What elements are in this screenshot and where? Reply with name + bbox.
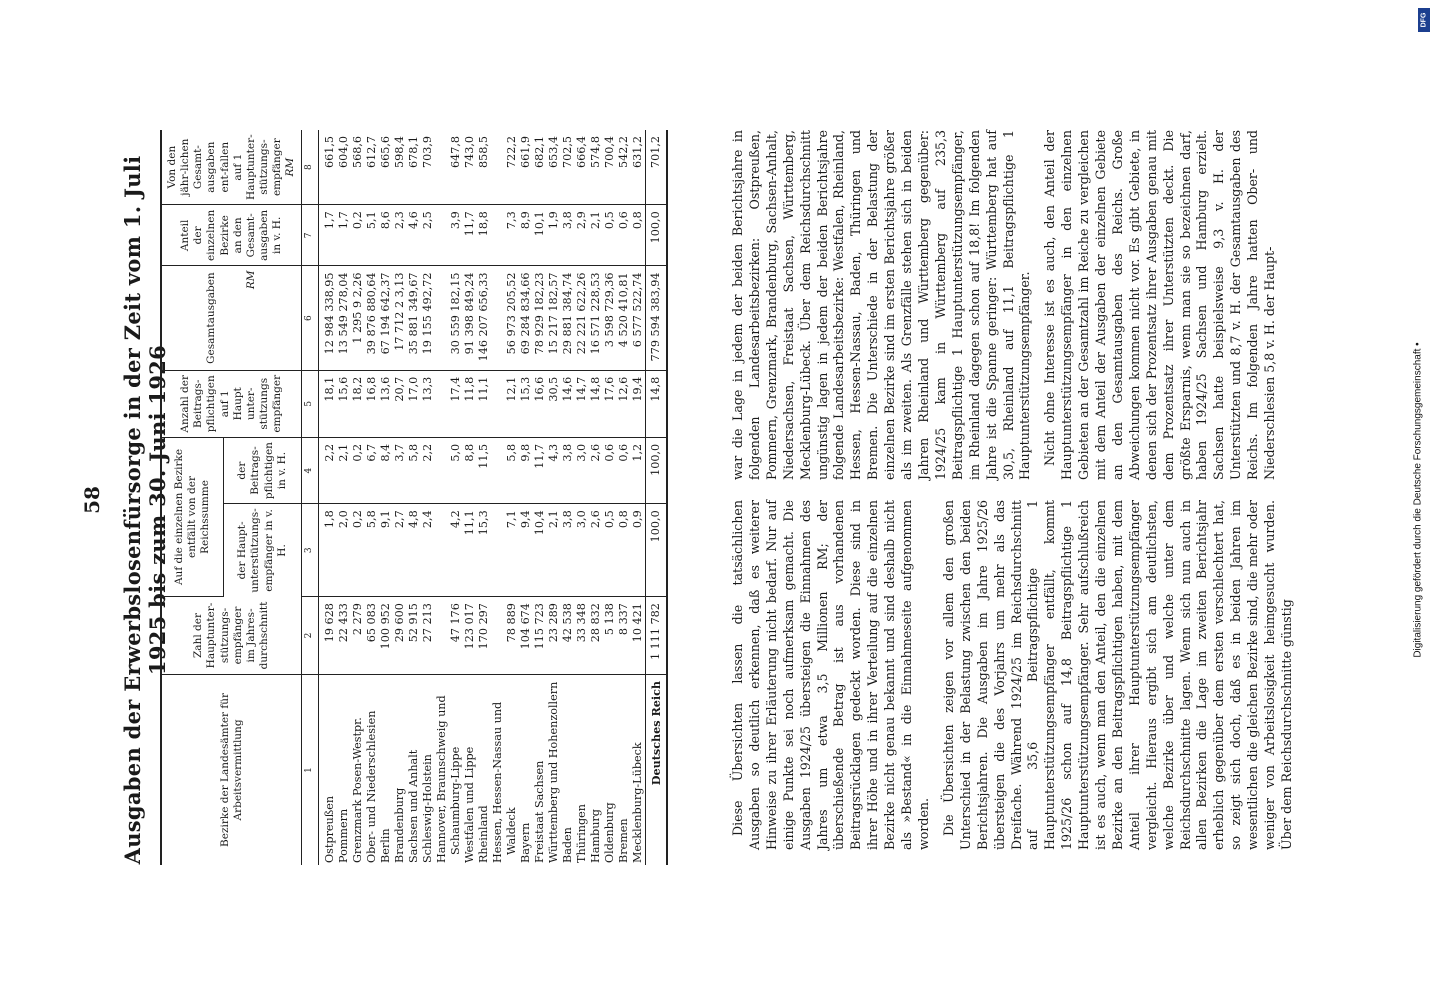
empty-cell bbox=[435, 504, 449, 597]
bezirk-cell: Ostpreußen bbox=[322, 795, 336, 863]
value-cell-je: 574,8 bbox=[589, 130, 603, 205]
table-row bbox=[393, 130, 407, 865]
value-cell-bp: 11,5 bbox=[477, 437, 491, 503]
value-cell-ges: 4 520 410,81 bbox=[617, 266, 631, 370]
paragraph: Die Übersichten zeigen vor allem den großen Unterschied in der Belastung zwischen den beiden Berichtsjahren. Die Ausgaben im Jahre 1925/26 übersteigen die des Vorjahrs um mehr als das Dreifache. Während 1924/25 im Reichsdurchschnitt auf 35,6 Beitragspflichtige 1 Hauptunterstützungsempfänger entfällt, kommt 1925/26 schon auf 14,8 Beitragspflichtige 1 Hauptunterstützungsempfänger. Sehr aufschlußreich ist es auch, wenn man den Anteil, den die einzelnen Bezirke an den Beitragspflichtigen haben, mit dem Anteil ihrer Hauptunterstützungsempfänger vergleicht. Hieraus ergibt sich am deutlichsten, welche Bezirke über und welche unter dem Reichsdurchschnitte lagen. Wenn sich nun auch in allen Bezirken die Lage im zweiten Berichtsjahr erheblich gegenüber dem ersten verschlechtert hat, so zeigt sich doch, daß es in beiden Jahren im wesentlichen die gleichen Bezirke sind, die mehr oder weniger von Arbeitslosigkeit heimgesucht wurden. Über dem Reichsdurchschnitte günstig bbox=[940, 500, 1294, 850]
value-cell-ant: 2,9 bbox=[575, 205, 589, 266]
total-cell-ant: 100,0 bbox=[645, 205, 667, 266]
value-cell-ges: 67 194 642,37 bbox=[379, 266, 393, 370]
table-row bbox=[463, 130, 477, 865]
value-cell-je: 665,6 bbox=[379, 130, 393, 205]
table-row bbox=[351, 130, 365, 865]
bezirk-cell: Hannover, Braunschweig und bbox=[434, 695, 448, 863]
value-cell-je: 631,2 bbox=[631, 130, 646, 205]
value-cell-ges: 39 876 880,64 bbox=[365, 266, 379, 370]
value-cell-ges: 16 571 228,53 bbox=[589, 266, 603, 370]
dfg-logo-text: DFG bbox=[1420, 12, 1428, 28]
value-cell-ges: 78 929 182,23 bbox=[533, 266, 547, 370]
value-cell-zahl: 42 538 bbox=[561, 597, 575, 675]
column-number: 8 bbox=[302, 130, 318, 205]
value-cell-je: 598,4 bbox=[393, 130, 407, 205]
value-cell-anz: 12,1 bbox=[505, 370, 519, 437]
value-cell-bp: 5,8 bbox=[505, 437, 519, 503]
value-cell-ges: 56 973 205,52 bbox=[505, 266, 519, 370]
total-cell-hue: 100,0 bbox=[645, 504, 667, 597]
table-row bbox=[505, 130, 519, 865]
value-cell-ant: 4,6 bbox=[407, 205, 421, 266]
value-cell-anz: 19,4 bbox=[631, 370, 646, 437]
total-label: Deutsches Reich bbox=[645, 674, 667, 865]
value-cell-ges: 146 207 656,33 bbox=[477, 266, 491, 370]
value-cell-ant: 2,5 bbox=[421, 205, 435, 266]
table-row bbox=[589, 130, 603, 865]
header-gesamtausgaben-unit: RM bbox=[244, 270, 257, 290]
value-cell-zahl: 123 017 bbox=[463, 597, 477, 675]
value-cell-anz: 12,6 bbox=[617, 370, 631, 437]
empty-cell bbox=[435, 130, 449, 205]
header-group: Auf die einzelnen Bezirke entfällt von der Reichssumme bbox=[161, 437, 223, 596]
value-cell-anz: 17,4 bbox=[449, 370, 463, 437]
paragraph: war die Lage in jedem der beiden Berichtsjahre in folgenden Landesarbeitsbezirken: Ostpreußen, Pommern, Grenzmark, Brandenburg, Sachsen-Anhalt, Niedersachsen, Freistaat Sachsen, Württemberg, Mecklenburg-Lübeck. Über dem Reichsdurchschnitt ungünstig lagen in jedem der beiden Berichtsjahre folgende Landesarbeitsbezirke: Westfalen, Rheinland, Hessen, Hessen-Nassau, Baden, Thüringen und Bremen. Die Unterschiede in der Belastung der einzelnen Bezirke sind im ersten Berichtsjahre größer als im zweiten. Als Grenzfälle stehen sich in beiden Jahren Rheinland und Württemberg gegenüber: 1924/25 kam in Württemberg auf 235,3 Beitragspflichtige 1 Hauptunterstützungsempfänger, im Rheinland dagegen schon auf 18,8! Im folgenden Jahre ist die Spanne geringer: Württemberg hat auf 30,5, Rheinland auf 11,1 Beitragspflichtige 1 Hauptunterstützungsempfänger. bbox=[730, 130, 1033, 480]
value-cell-je: 568,6 bbox=[351, 130, 365, 205]
total-cell-zahl: 1 111 782 bbox=[645, 597, 667, 675]
bezirk-cell: Thüringen bbox=[574, 804, 588, 863]
value-cell-hue: 0,9 bbox=[631, 504, 646, 597]
value-cell-je: 702,5 bbox=[561, 130, 575, 205]
value-cell-ges: 30 559 182,15 bbox=[449, 266, 463, 370]
bezirk-cell: Pommern bbox=[336, 808, 350, 863]
value-cell-ant: 10,1 bbox=[533, 205, 547, 266]
value-cell-bp: 5,0 bbox=[449, 437, 463, 503]
value-cell-hue: 7,1 bbox=[505, 504, 519, 597]
value-cell-hue: 2,0 bbox=[337, 504, 351, 597]
column-number: 2 bbox=[302, 597, 318, 675]
total-cell-anz: 14,8 bbox=[645, 370, 667, 437]
value-cell-bp: 3,8 bbox=[561, 437, 575, 503]
value-cell-je: 858,5 bbox=[477, 130, 491, 205]
bezirk-cell: Waldeck bbox=[504, 807, 518, 855]
value-cell-ant: 0,6 bbox=[617, 205, 631, 266]
value-cell-hue: 9,1 bbox=[379, 504, 393, 597]
value-cell-anz: 11,1 bbox=[477, 370, 491, 437]
value-cell-anz: 11,8 bbox=[463, 370, 477, 437]
value-cell-zahl: 33 348 bbox=[575, 597, 589, 675]
value-cell-je: 703,9 bbox=[421, 130, 435, 205]
value-cell-anz: 18,2 bbox=[351, 370, 365, 437]
value-cell-bp: 8,8 bbox=[463, 437, 477, 503]
header-bezirke: Bezirke der Landesämter für Arbeitsvermittlung bbox=[161, 674, 302, 865]
value-cell-ges: 15 217 182,57 bbox=[547, 266, 561, 370]
value-cell-zahl: 100 952 bbox=[379, 597, 393, 675]
empty-cell bbox=[491, 205, 505, 266]
value-cell-ges: 17 712 2 3,13 bbox=[393, 266, 407, 370]
paragraph: Diese Übersichten lassen die tatsächlichen Ausgaben so deutlich erkennen, daß es weiterer Hinweise zu ihrer Erläuterung nicht bedarf. Nur auf einige Punkte sei noch aufmerksam gemacht. Die Ausgaben 1924/25 übersteigen die Einnahmen des Jahres um etwa 3,5 Millionen RM; der überschießende Betrag ist aus vorhandenen Beitragsrücklagen gedeckt worden. Diese sind in ihrer Höhe und in ihrer Verteilung auf die einzelnen Bezirke nicht genau bekannt und sind deshalb nicht als »Bestand« in die Einnahmeseite aufgenommen worden. bbox=[730, 500, 931, 850]
table-row bbox=[449, 130, 463, 865]
empty-cell bbox=[491, 266, 505, 370]
value-cell-ant: 0,2 bbox=[351, 205, 365, 266]
bezirk-cell: Hessen, Hessen-Nassau und bbox=[490, 701, 504, 863]
value-cell-bp: 2,6 bbox=[589, 437, 603, 503]
value-cell-anz: 14,7 bbox=[575, 370, 589, 437]
value-cell-je: 661,9 bbox=[519, 130, 533, 205]
value-cell-hue: 2,6 bbox=[589, 504, 603, 597]
value-cell-ant: 5,1 bbox=[365, 205, 379, 266]
bezirk-cell: Berlin bbox=[378, 828, 392, 863]
column-number: 6 bbox=[302, 266, 318, 370]
bezirk-cell: Baden bbox=[560, 827, 574, 863]
value-cell-anz: 20,7 bbox=[393, 370, 407, 437]
page-number: 58 bbox=[80, 486, 104, 514]
table-row bbox=[519, 130, 533, 865]
empty-cell bbox=[491, 370, 505, 437]
value-cell-zahl: 10 421 bbox=[631, 597, 646, 675]
value-cell-bp: 0,6 bbox=[603, 437, 617, 503]
expenditure-table bbox=[160, 130, 668, 865]
value-cell-je: 647,8 bbox=[449, 130, 463, 205]
table-row bbox=[435, 130, 449, 865]
value-cell-ges: 29 881 384,74 bbox=[561, 266, 575, 370]
value-cell-bp: 3,0 bbox=[575, 437, 589, 503]
empty-cell bbox=[491, 504, 505, 597]
value-cell-zahl: 47 176 bbox=[449, 597, 463, 675]
bezirk-cell: Württemberg und Hohenzollern bbox=[546, 681, 560, 863]
bezirk-cell: Bayern bbox=[518, 822, 532, 863]
value-cell-ant: 8,6 bbox=[379, 205, 393, 266]
total-cell-ges: 779 594 383,94 bbox=[645, 266, 667, 370]
value-cell-ges: 6 577 522,74 bbox=[631, 266, 646, 370]
value-cell-zahl: 28 832 bbox=[589, 597, 603, 675]
column-number: 1 bbox=[302, 674, 318, 865]
value-cell-hue: 4,8 bbox=[407, 504, 421, 597]
value-cell-hue: 2,7 bbox=[393, 504, 407, 597]
bezirk-cell: Oldenburg bbox=[602, 802, 616, 863]
value-cell-ges: 22 221 622,26 bbox=[575, 266, 589, 370]
value-cell-zahl: 23 289 bbox=[547, 597, 561, 675]
value-cell-je: 700,4 bbox=[603, 130, 617, 205]
value-cell-ges: 12 984 338,95 bbox=[318, 266, 337, 370]
value-cell-je: 666,4 bbox=[575, 130, 589, 205]
value-cell-zahl: 170 297 bbox=[477, 597, 491, 675]
value-cell-bp: 1,2 bbox=[631, 437, 646, 503]
value-cell-je: 604,0 bbox=[337, 130, 351, 205]
total-cell-bp: 100,0 bbox=[645, 437, 667, 503]
value-cell-zahl: 52 915 bbox=[407, 597, 421, 675]
value-cell-je: 542,2 bbox=[617, 130, 631, 205]
table-row bbox=[575, 130, 589, 865]
value-cell-ant: 1,7 bbox=[318, 205, 337, 266]
empty-cell bbox=[435, 370, 449, 437]
value-cell-ant: 3,9 bbox=[449, 205, 463, 266]
table-row bbox=[533, 130, 547, 865]
value-cell-ant: 1,9 bbox=[547, 205, 561, 266]
text-column-right bbox=[730, 130, 1287, 480]
total-cell-je: 701,2 bbox=[645, 130, 667, 205]
value-cell-anz: 16,8 bbox=[365, 370, 379, 437]
value-cell-bp: 3,7 bbox=[393, 437, 407, 503]
value-cell-bp: 0,6 bbox=[617, 437, 631, 503]
header-je-empfaenger-label: Von den jähr-lichen Gesamt-ausgaben ent-fallen auf 1 Hauptunter-stützungs-empfänger bbox=[166, 134, 283, 200]
bezirk-cell: Schaumburg-Lippe bbox=[448, 746, 462, 855]
column-number: 5 bbox=[302, 370, 318, 437]
value-cell-ant: 8,9 bbox=[519, 205, 533, 266]
bezirk-cell: Westfalen und Lippe bbox=[462, 746, 476, 863]
empty-cell bbox=[491, 437, 505, 503]
value-cell-hue: 3,0 bbox=[575, 504, 589, 597]
bezirk-cell: Grenzmark Posen-Westpr. bbox=[350, 717, 364, 863]
value-cell-hue: 15,3 bbox=[477, 504, 491, 597]
value-cell-anz: 15,6 bbox=[337, 370, 351, 437]
value-cell-ges: 19 155 492,72 bbox=[421, 266, 435, 370]
value-cell-anz: 15,3 bbox=[519, 370, 533, 437]
header-anteil: Anteil der einzelnen Bezirke an den Gesamt-ausgaben in v. H. bbox=[161, 205, 302, 266]
value-cell-je: 661,5 bbox=[318, 130, 337, 205]
value-cell-anz: 14,6 bbox=[561, 370, 575, 437]
value-cell-hue: 9,4 bbox=[519, 504, 533, 597]
bezirk-cell: Sachsen und Anhalt bbox=[406, 749, 420, 863]
value-cell-ant: 7,3 bbox=[505, 205, 519, 266]
value-cell-je: 722,2 bbox=[505, 130, 519, 205]
table-row bbox=[547, 130, 561, 865]
value-cell-zahl: 29 600 bbox=[393, 597, 407, 675]
text-column-left bbox=[730, 500, 1304, 850]
value-cell-ant: 2,1 bbox=[589, 205, 603, 266]
value-cell-ges: 13 549 278,04 bbox=[337, 266, 351, 370]
table-row bbox=[561, 130, 575, 865]
total-row bbox=[645, 130, 667, 865]
value-cell-ges: 91 398 849,24 bbox=[463, 266, 477, 370]
value-cell-bp: 11,7 bbox=[533, 437, 547, 503]
value-cell-ant: 0,8 bbox=[631, 205, 646, 266]
header-je-empfaenger-unit: RM bbox=[284, 157, 297, 177]
value-cell-zahl: 104 674 bbox=[519, 597, 533, 675]
empty-cell bbox=[435, 437, 449, 503]
header-anzahl: Anzahl der Beitrags-pflichtigen auf 1 Haupt unter-stützungs empfänger bbox=[161, 370, 302, 437]
value-cell-zahl: 8 337 bbox=[617, 597, 631, 675]
value-cell-je: 682,1 bbox=[533, 130, 547, 205]
value-cell-ant: 0,5 bbox=[603, 205, 617, 266]
empty-cell bbox=[491, 130, 505, 205]
value-cell-zahl: 22 433 bbox=[337, 597, 351, 675]
credit-text: Digitalisierung gefördert durch die Deutsche Forschungsgemeinschaft • bbox=[1412, 342, 1424, 658]
paragraph: Nicht ohne Interesse ist es auch, den Anteil der Hauptunterstützungsempfänger in den einzelnen Gebieten an der Gesamtzahl im Reiche zu vergleichen mit dem Anteil der Ausgaben der einzelnen Gebiete an den Gesamtausgaben des Reichs. Große Abweichungen kommen nicht vor. Es gibt Gebiete, in denen sich der Prozentsatz ihrer Ausgaben genau mit dem Prozentsatz ihrer Unterstützten deckt. Die größte Ersparnis, wenn man sie so bezeichnen darf, haben 1924/25 Sachsen und Hamburg erzielt. Sachsen hatte beispielsweise 9,3 v. H. der Unterstützten und 8,7 v. H. der Gesamtausgaben des Reichs. Im folgenden Jahre hatten Ober- und Niederschlesien 5,8 v. H. der Haupt- bbox=[1042, 130, 1278, 480]
value-cell-hue: 11,1 bbox=[463, 504, 477, 597]
value-cell-hue: 3,8 bbox=[561, 504, 575, 597]
value-cell-hue: 2,4 bbox=[421, 504, 435, 597]
value-cell-bp: 8,4 bbox=[379, 437, 393, 503]
value-cell-hue: 0,8 bbox=[617, 504, 631, 597]
value-cell-je: 653,4 bbox=[547, 130, 561, 205]
header-gesamtausgaben bbox=[161, 266, 302, 370]
value-cell-anz: 17,6 bbox=[603, 370, 617, 437]
value-cell-ant: 1,7 bbox=[337, 205, 351, 266]
value-cell-je: 612,7 bbox=[365, 130, 379, 205]
bezirk-cell: Brandenburg bbox=[392, 787, 406, 863]
value-cell-anz: 30,5 bbox=[547, 370, 561, 437]
value-cell-bp: 4,3 bbox=[547, 437, 561, 503]
empty-cell bbox=[435, 266, 449, 370]
data-table bbox=[160, 130, 668, 865]
value-cell-ant: 3,8 bbox=[561, 205, 575, 266]
value-cell-bp: 9,8 bbox=[519, 437, 533, 503]
table-row bbox=[421, 130, 435, 865]
value-cell-anz: 18,1 bbox=[318, 370, 337, 437]
value-cell-zahl: 115 723 bbox=[533, 597, 547, 675]
bezirk-cell: Rheinland bbox=[476, 805, 490, 863]
bezirk-cell: Freistaat Sachsen bbox=[532, 760, 546, 863]
value-cell-bp: 0,2 bbox=[351, 437, 365, 503]
value-cell-hue: 1,8 bbox=[318, 504, 337, 597]
table-row bbox=[631, 130, 646, 865]
empty-cell bbox=[435, 597, 449, 675]
value-cell-ant: 2,3 bbox=[393, 205, 407, 266]
value-cell-hue: 4,2 bbox=[449, 504, 463, 597]
page-title: Ausgaben der Erwerbslosenfürsorge in der Zeit vom 1. Juli 1925 bis zum 30. Juni 1926 bbox=[120, 155, 170, 865]
bezirk-cell: Hamburg bbox=[588, 809, 602, 863]
header-bp: der Beitrags-pflichtigen in v. H. bbox=[223, 437, 301, 503]
header-gesamtausgaben-label: Gesamtausgaben bbox=[205, 272, 218, 364]
table-row bbox=[491, 130, 505, 865]
table-row bbox=[603, 130, 617, 865]
bezirk-cell: Mecklenburg-Lübeck bbox=[630, 742, 644, 863]
value-cell-hue: 5,8 bbox=[365, 504, 379, 597]
table-row bbox=[477, 130, 491, 865]
table-body bbox=[318, 130, 667, 865]
value-cell-ges: 1 295 9 2,26 bbox=[351, 266, 365, 370]
value-cell-ant: 18,8 bbox=[477, 205, 491, 266]
value-cell-je: 743,0 bbox=[463, 130, 477, 205]
table-row bbox=[318, 130, 337, 865]
column-number: 3 bbox=[302, 504, 318, 597]
value-cell-anz: 14,8 bbox=[589, 370, 603, 437]
value-cell-zahl: 5 138 bbox=[603, 597, 617, 675]
table-row bbox=[365, 130, 379, 865]
empty-cell bbox=[435, 205, 449, 266]
value-cell-zahl: 2 279 bbox=[351, 597, 365, 675]
header-hue: der Haupt-unterstützungs-empfänger in v. H. bbox=[223, 504, 301, 597]
value-cell-bp: 2,1 bbox=[337, 437, 351, 503]
dfg-logo bbox=[1418, 8, 1430, 32]
column-number-row bbox=[302, 130, 318, 865]
value-cell-anz: 16,6 bbox=[533, 370, 547, 437]
value-cell-bp: 5,8 bbox=[407, 437, 421, 503]
header-zahl: Zahl der Hauptunter-stützungs-empfänger im Jahres-durchschnitt bbox=[161, 597, 302, 675]
column-number: 7 bbox=[302, 205, 318, 266]
value-cell-zahl: 27 213 bbox=[421, 597, 435, 675]
table-row bbox=[617, 130, 631, 865]
value-cell-zahl: 65 083 bbox=[365, 597, 379, 675]
value-cell-anz: 13,6 bbox=[379, 370, 393, 437]
value-cell-hue: 10,4 bbox=[533, 504, 547, 597]
value-cell-bp: 2,2 bbox=[318, 437, 337, 503]
value-cell-bp: 6,7 bbox=[365, 437, 379, 503]
value-cell-ges: 69 284 834,66 bbox=[519, 266, 533, 370]
value-cell-ges: 35 881 349,67 bbox=[407, 266, 421, 370]
value-cell-zahl: 19 628 bbox=[318, 597, 337, 675]
value-cell-zahl: 78 889 bbox=[505, 597, 519, 675]
table-row bbox=[337, 130, 351, 865]
empty-cell bbox=[491, 597, 505, 675]
value-cell-hue: 0,5 bbox=[603, 504, 617, 597]
bezirk-cell: Schleswig-Holstein bbox=[420, 754, 434, 863]
value-cell-je: 678,1 bbox=[407, 130, 421, 205]
header-je-empfaenger bbox=[161, 130, 302, 205]
table-row bbox=[379, 130, 393, 865]
value-cell-anz: 17,0 bbox=[407, 370, 421, 437]
value-cell-hue: 2,1 bbox=[547, 504, 561, 597]
value-cell-hue: 0,2 bbox=[351, 504, 365, 597]
column-number: 4 bbox=[302, 437, 318, 503]
bezirk-cell: Ober- und Niederschlesien bbox=[364, 710, 378, 863]
value-cell-ges: 3 598 729,36 bbox=[603, 266, 617, 370]
table-row bbox=[407, 130, 421, 865]
value-cell-bp: 2,2 bbox=[421, 437, 435, 503]
value-cell-anz: 13,3 bbox=[421, 370, 435, 437]
value-cell-ant: 11,7 bbox=[463, 205, 477, 266]
bezirk-cell: Bremen bbox=[616, 818, 630, 863]
